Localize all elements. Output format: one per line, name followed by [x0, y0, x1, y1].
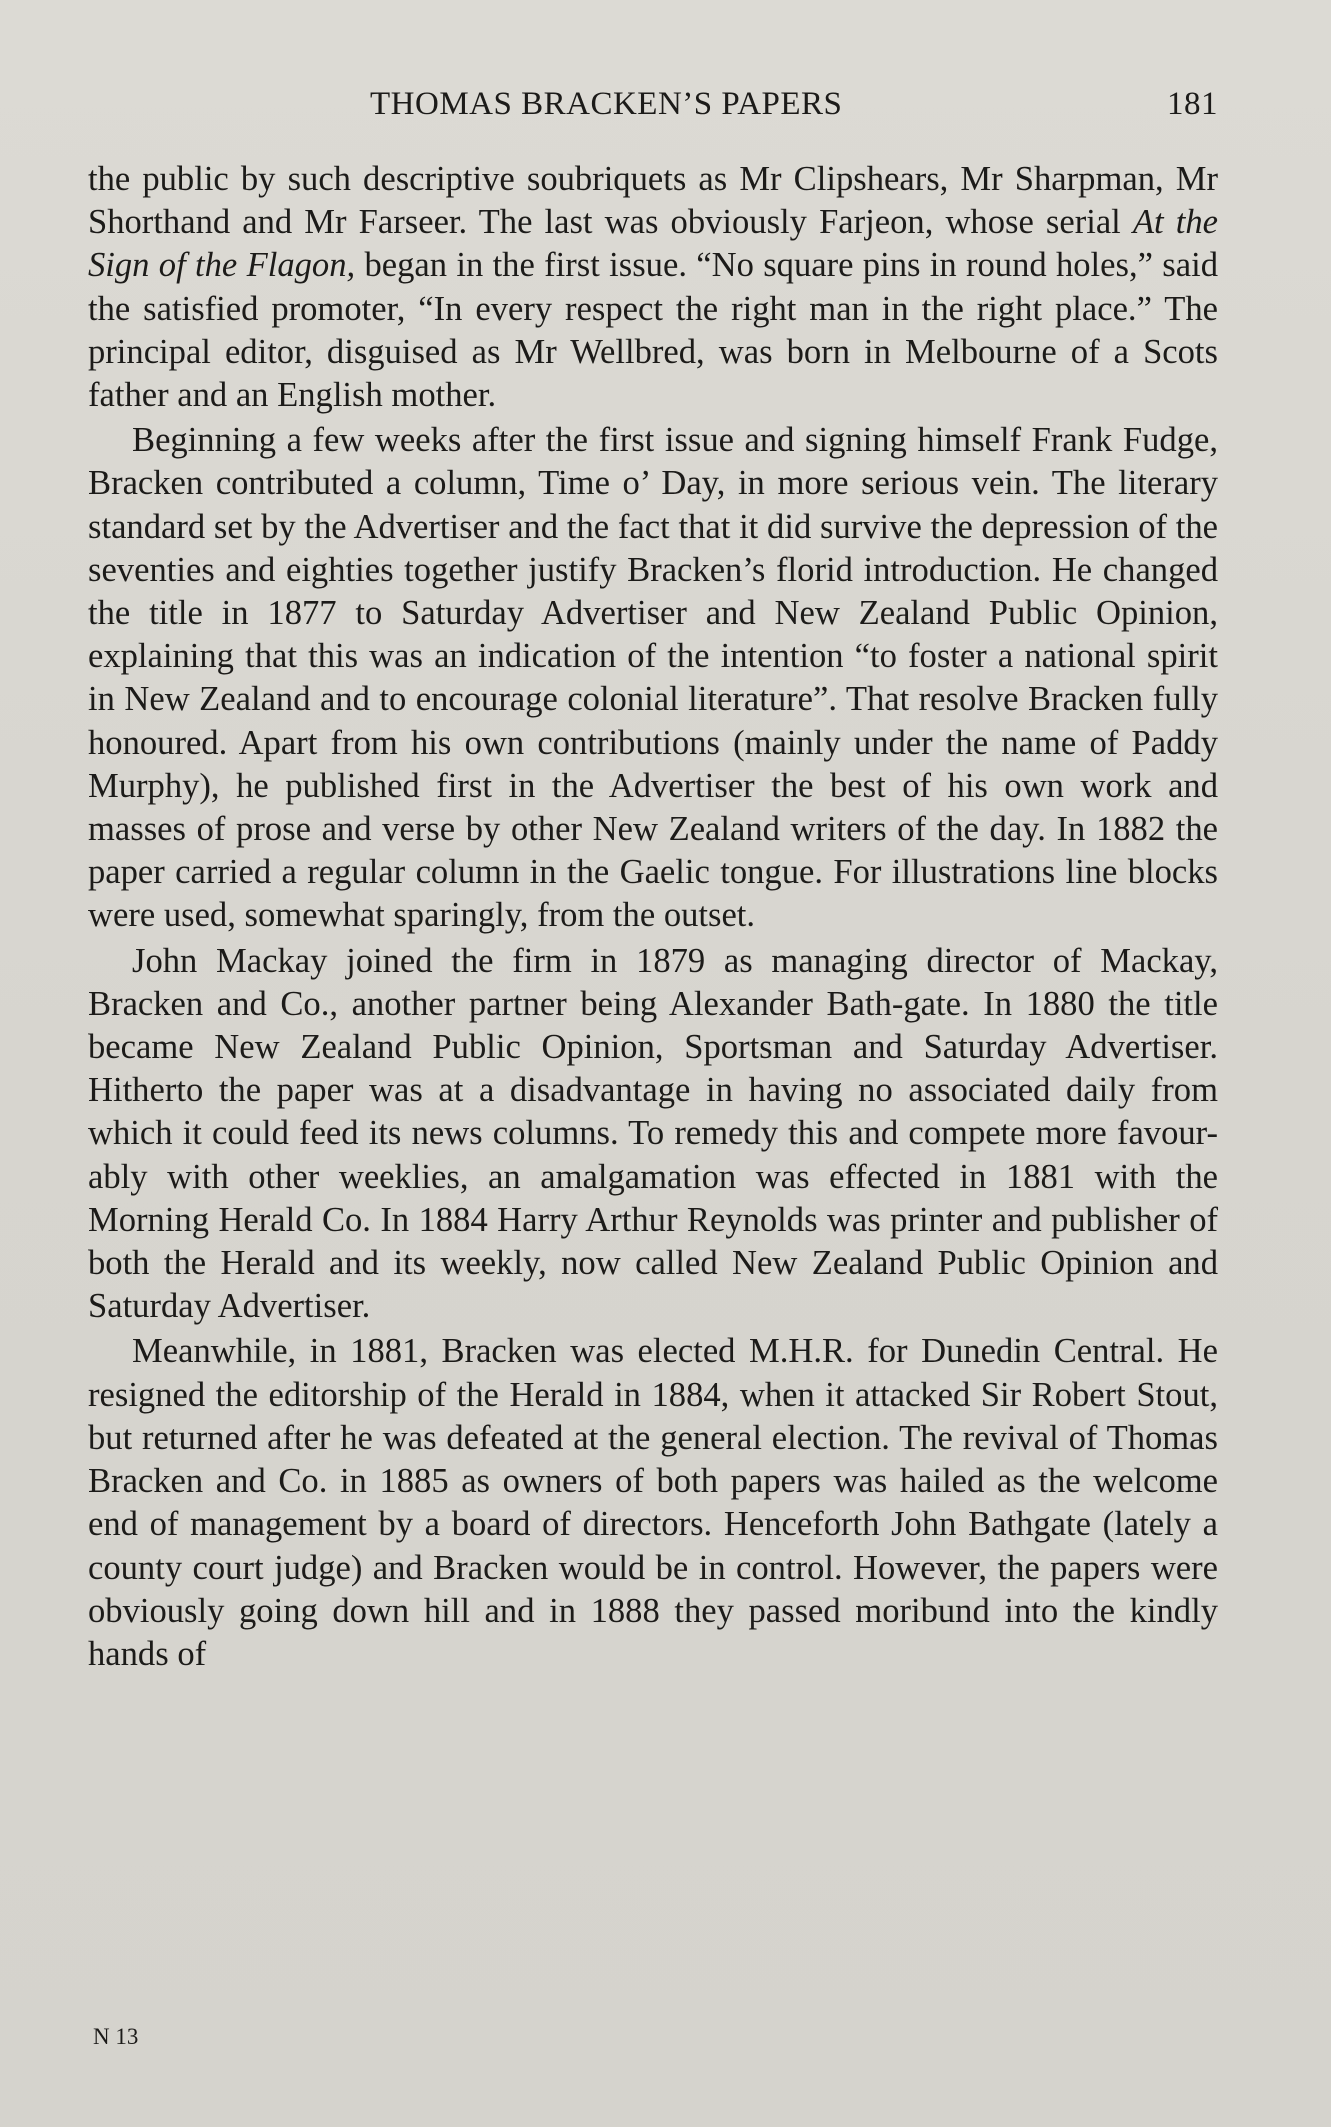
running-head	[90, 86, 1218, 134]
paragraph-1-text-start: the public by such descriptive soubriquets as Mr Clipshears, Mr Sharpman, Mr Shorthand and Mr Farseer. The last was obviously Farjeon, whose serial	[88, 160, 1218, 242]
paragraph-2: Beginning a few weeks after the first issue and signing himself Frank Fudge, Bracken contributed a column, Time o’ Day, in more serious vein. The literary standard set by the Advertiser and the fact that it did survive the depression of the seventies and eighties together justify Bracken’s florid introduction. He changed the title in 1877 to Saturday Advertiser and New Zealand Public Opinion, explaining that this was an indication of the intention “to foster a national spirit in New Zealand and to encourage colonial literature”. That resolve Bracken fully honoured. Apart from his own contributions (mainly under the name of Paddy Murphy), he published first in the Advertiser the best of his own work and masses of prose and verse by other New Zealand writers of the day. In 1882 the paper carried a regular column in the Gaelic tongue. For illustrations line blocks were used, somewhat sparingly, from the outset.	[88, 421, 1218, 935]
paragraph-3: John Mackay joined the firm in 1879 as managing director of Mackay, Bracken and Co., another partner being Alexander Bath-gate. In 1880 the title became New Zealand Public Opinion, Sportsman and Saturday Advertiser. Hitherto the paper was at a disadvantage in having no associated daily from which it could feed its news columns. To remedy this and compete more favour-ably with other weeklies, an amalgamation was effected in 1881 with the Morning Herald Co. In 1884 Harry Arthur Reynolds was printer and publisher of both the Herald and its weekly, now called New Zealand Public Opinion and Saturday Advertiser.	[88, 941, 1218, 1326]
paragraph-1	[88, 158, 1218, 417]
signature-mark: N 13	[93, 2024, 139, 2049]
running-title: THOMAS BRACKEN’S PAPERS	[370, 86, 843, 122]
body-text	[88, 158, 1218, 1676]
paragraph-4: Meanwhile, in 1881, Bracken was elected M.H.R. for Dunedin Central. He resigned the editorship of the Herald in 1884, when it attacked Sir Robert Stout, but returned after he was defeated at the general election. The revival of Thomas Bracken and Co. in 1885 as owners of both papers was hailed as the welcome end of management by a board of directors. Henceforth John Bathgate (lately a county court judge) and Bracken would be in control. However, the papers were obviously going down hill and in 1888 they passed moribund into the kindly hands of	[88, 1332, 1218, 1673]
serial-title: At the Sign of the Flagon,	[88, 203, 1218, 285]
page-number: 181	[1167, 86, 1218, 122]
paragraph-1-text-end: began in the first issue. “No square pins in round holes,” said the satisfied promoter, “In every respect the right man in the right place.” The principal editor, disguised as Mr Wellbred, was born in Melbourne of a Scots father and an English mother.	[88, 246, 1218, 415]
